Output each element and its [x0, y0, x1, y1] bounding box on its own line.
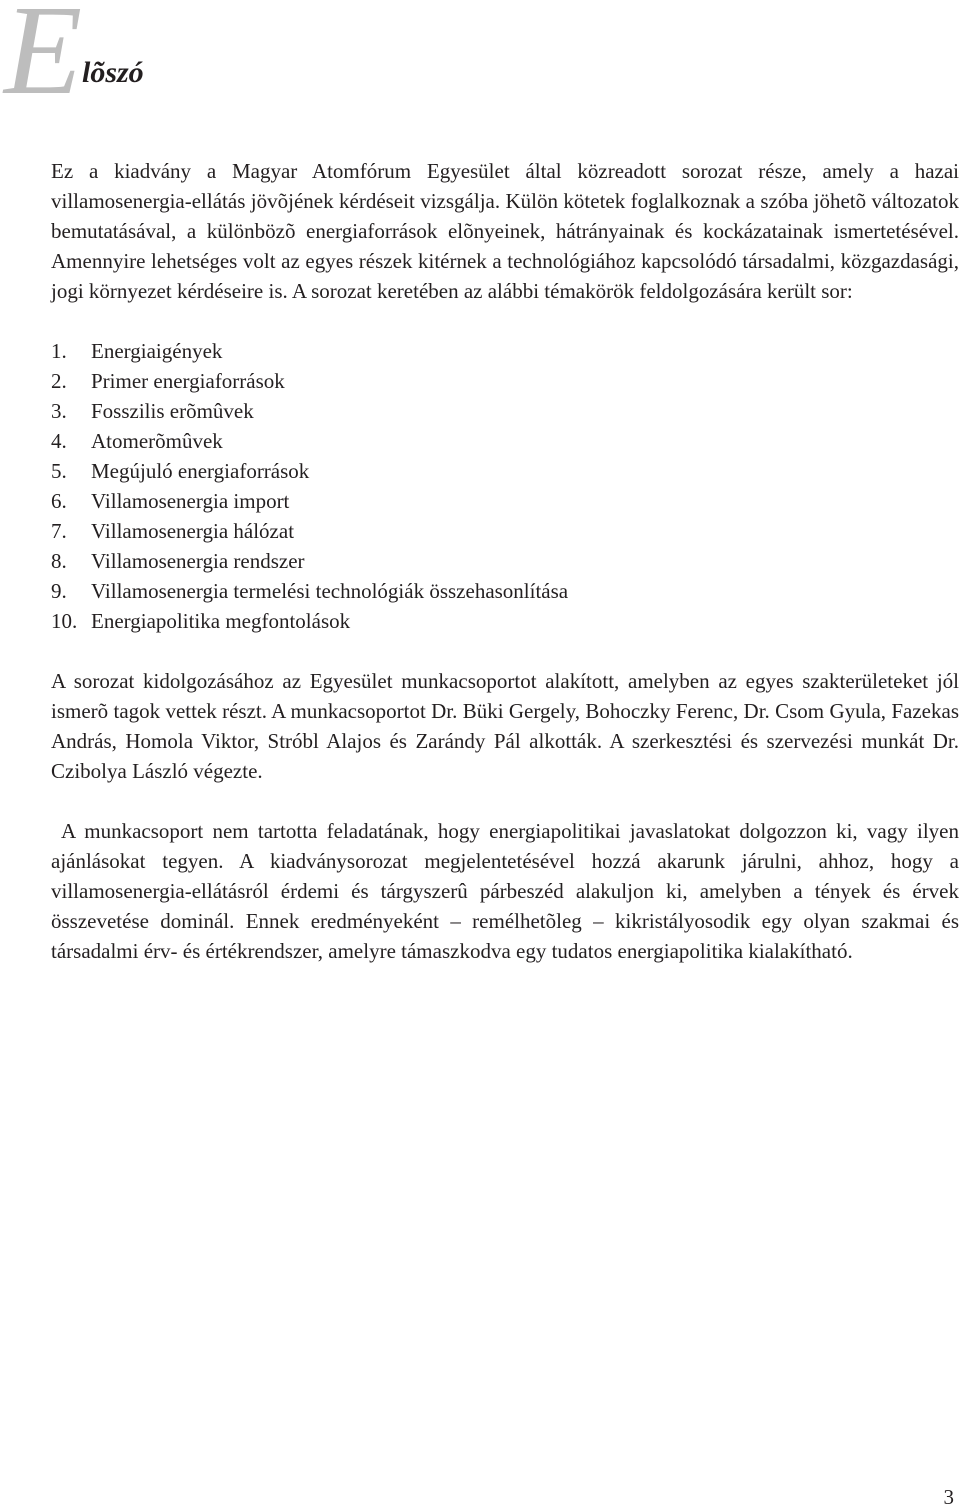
list-item [51, 456, 959, 486]
list-item [51, 546, 959, 576]
list-item-number: 6. [51, 489, 67, 513]
intro-paragraph: Ez a kiadvány a Magyar Atomfórum Egyesület által közreadott sorozat része, amely a hazai villamosenergia-ellátás jövõjének kérdéseit vizsgálja. Külön kötetek foglalkoznak a szóba jöhetõ változatok bemutatásával, a különbözõ energiaforrások elõnyeinek, hátrányainak és kockázatainak ismertetésével. Amennyire lehetséges volt az egyes részek kitérnek a technológiához kapcsolódó társadalmi, közgazdasági, jogi környezet kérdéseire is. A sorozat keretében az alábbi témakörök feldolgozására került sor: [51, 159, 959, 303]
list-item-label: Megújuló energiaforrások [91, 459, 310, 483]
list-item [51, 396, 959, 426]
list-item [51, 576, 959, 606]
list-item-label: Primer energiaforrások [91, 369, 285, 393]
list-item-label: Villamosenergia import [91, 489, 290, 513]
list-item-label: Atomerõmûvek [91, 429, 223, 453]
list-item-number: 5. [51, 459, 67, 483]
page-number: 3 [943, 1485, 954, 1509]
team-paragraph: A sorozat kidolgozásához az Egyesület munkacsoportot alakított, amelyben az egyes szakterületeket jól ismerõ tagok vettek részt. A munkacsoportot Dr. Büki Gergely, Bohoczky Ferenc, Dr. Csom Gyula, Fazekas András, Homola Viktor, Stróbl Alajos és Zarándy Pál alkották. A szerkesztési és szervezési munkát Dr. Czibolya László végezte. [51, 669, 959, 783]
topic-list [51, 336, 959, 636]
list-item [51, 426, 959, 456]
list-item [51, 606, 959, 636]
list-item [51, 366, 959, 396]
list-item-number: 1. [51, 339, 67, 363]
list-item-number: 2. [51, 369, 67, 393]
list-item-number: 9. [51, 579, 67, 603]
title-initial-letter: E [4, 0, 83, 121]
list-item-label: Energiaigények [91, 339, 223, 363]
list-item-number: 7. [51, 519, 67, 543]
list-item [51, 486, 959, 516]
list-item-number: 10. [51, 609, 78, 633]
document-body [51, 156, 959, 966]
list-item [51, 336, 959, 366]
list-item-number: 4. [51, 429, 67, 453]
list-item-label: Villamosenergia rendszer [91, 549, 305, 573]
list-item [51, 516, 959, 546]
closing-paragraph: A munkacsoport nem tartotta feladatának, hogy energiapolitikai javaslatokat dolgozzon ki, vagy ilyen ajánlásokat tegyen. A kiadványsorozat megjelentetésével hozzá akarunk járulni, ahhoz, hogy a villamosenergia-ellátásról érdemi és tárgyszerû párbeszéd alakuljon ki, amelyben a tények és érvek összevetése dominál. Ennek eredményeként – remélhetõleg – kikristályosodik egy olyan szakmai és társadalmi érv- és értékrendszer, amelyre támaszkodva egy tudatos energiapolitika kialakítható. [51, 819, 959, 963]
list-item-number: 3. [51, 399, 67, 423]
list-item-label: Villamosenergia hálózat [91, 519, 295, 543]
list-item-label: Villamosenergia termelési technológiák összehasonlítása [91, 579, 569, 603]
title-text: lõszó [82, 56, 144, 89]
list-item-label: Energiapolitika megfontolások [91, 609, 351, 633]
list-item-label: Fosszilis erõmûvek [91, 399, 254, 423]
page-title [0, 0, 400, 120]
list-item-number: 8. [51, 549, 67, 573]
